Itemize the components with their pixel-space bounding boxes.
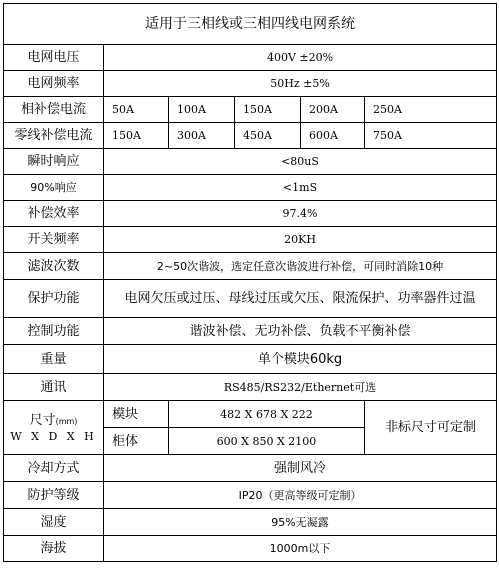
filter-order-label: 滤波次数 [4, 253, 104, 280]
neutral-comp-current-cell: 300A [169, 123, 235, 149]
response-90-value: <1mS [104, 175, 497, 201]
module-size-value: 482 X 678 X 222 [169, 401, 365, 428]
humidity-value: 95%无凝露 [104, 509, 497, 536]
protection-label: 保护功能 [4, 280, 104, 318]
size-unit: (mm) [55, 417, 78, 426]
spec-table [3, 3, 497, 562]
instant-response-value: <80uS [104, 149, 497, 175]
cabinet-label: 柜体 [104, 428, 169, 455]
phase-comp-current-cell: 150A [235, 97, 301, 123]
neutral-comp-current-cell: 750A [365, 123, 497, 149]
filter-order-value: 2~50次谐波，选定任意次谐波进行补偿，可同时消除10种 [104, 253, 497, 280]
neutral-comp-current-cell: 450A [235, 123, 301, 149]
module-label: 模块 [104, 401, 169, 428]
humidity-label: 湿度 [4, 509, 104, 536]
cabinet-size-value: 600 X 850 X 2100 [169, 428, 365, 455]
table-title: 适用于三相线或三相四线电网系统 [4, 4, 497, 45]
altitude-label: 海拔 [4, 536, 104, 562]
grid-voltage-value: 400V ±20% [104, 45, 497, 71]
control-value: 谐波补偿、无功补偿、负载不平衡补偿 [104, 318, 497, 345]
phase-comp-current-cell: 250A [365, 97, 497, 123]
instant-response-label: 瞬时响应 [4, 149, 104, 175]
comp-efficiency-label: 补偿效率 [4, 201, 104, 227]
comp-efficiency-value: 97.4% [104, 201, 497, 227]
protection-value: 电网欠压或过压、母线过压或欠压、限流保护、功率器件过温 [104, 280, 497, 318]
grid-frequency-value: 50Hz ±5% [104, 71, 497, 97]
neutral-comp-current-label: 零线补偿电流 [4, 123, 104, 149]
size-label: 尺寸 [29, 413, 56, 428]
cooling-label: 冷却方式 [4, 455, 104, 482]
communication-value: RS485/RS232/Ethernet可选 [104, 374, 497, 401]
custom-size-note: 非标尺寸可定制 [365, 401, 497, 455]
altitude-value: 1000m以下 [104, 536, 497, 562]
protection-level-value: IP20（更高等级可定制） [104, 482, 497, 509]
phase-comp-current-label: 相补偿电流 [4, 97, 104, 123]
grid-frequency-label: 电网频率 [4, 71, 104, 97]
phase-comp-current-cell: 50A [104, 97, 169, 123]
neutral-comp-current-cell: 600A [301, 123, 365, 149]
phase-comp-current-cell: 200A [301, 97, 365, 123]
protection-level-label: 防护等级 [4, 482, 104, 509]
neutral-comp-current-cell: 150A [104, 123, 169, 149]
control-label: 控制功能 [4, 318, 104, 345]
phase-comp-current-cell: 100A [169, 97, 235, 123]
size-label-cell [4, 401, 104, 455]
weight-label: 重量 [4, 345, 104, 374]
communication-label: 通讯 [4, 374, 104, 401]
switch-frequency-label: 开关频率 [4, 227, 104, 253]
grid-voltage-label: 电网电压 [4, 45, 104, 71]
size-dims: W X D X H [10, 430, 97, 443]
cooling-value: 强制风冷 [104, 455, 497, 482]
response-90-label: 90%响应 [4, 175, 104, 201]
switch-frequency-value: 20KH [104, 227, 497, 253]
weight-value: 单个模块60kg [104, 345, 497, 374]
